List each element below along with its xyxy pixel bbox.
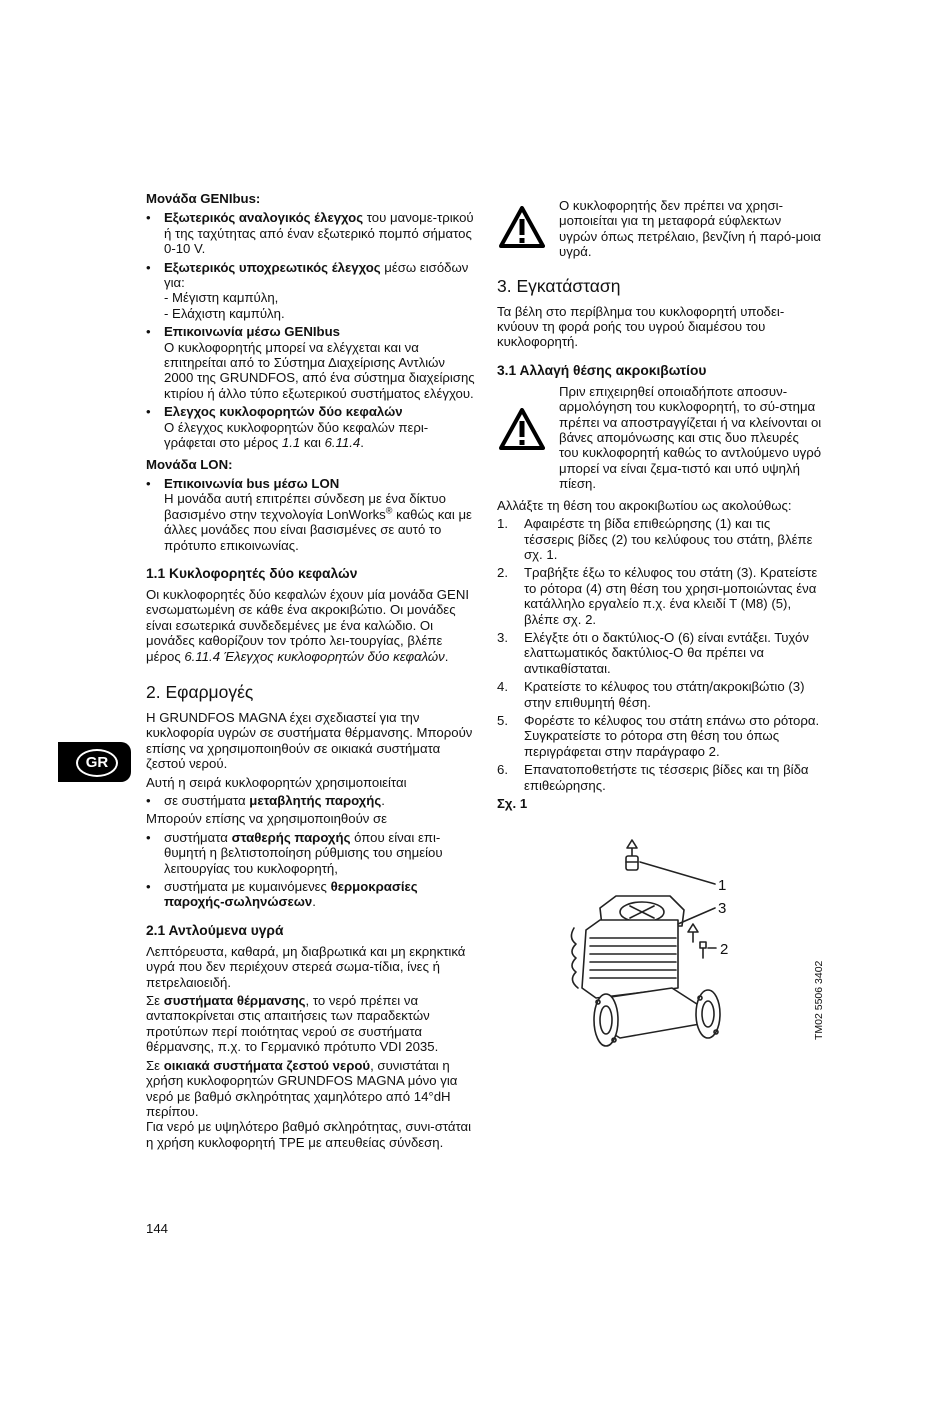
item-text: . [312,894,316,910]
item-text: συστήματα [164,829,232,845]
paragraph: Για νερό με υψηλότερο βαθμό σκληρότητας, συνι-στάται η χρήση κυκλοφορητή TPE με απευθείας σύνδεση. [146,1119,472,1150]
paragraph-text: Οι κυκλοφορητές δύο κεφαλών έχουν μία μονάδα GENI ενσωματωμένη σε κάθε ένα ακροκιβώτιο. Οι μονάδες είναι εσωτερικά συνδεδεμένες με ένα καλώδιο. Οι μονάδες καθορίζουν τον τρόπο λει-τουργίας, βλέπε μέρος [146,586,470,664]
lon-heading: Μονάδα LON: [146,456,233,472]
step-item [497,679,822,710]
step-number: 4. [497,679,508,695]
right-column [497,198,822,814]
section-1-1-title: 1.1 Κυκλοφορητές δύο κεφαλών [146,565,358,581]
item-title: Επικοινωνία μέσω GENIbus [164,324,340,340]
list-item [146,324,476,401]
registered-mark: ® [385,505,393,516]
item-text: καθώς και με άλλες μονάδες που είναι βασισμένες σε αυτό το πρότυπο επικοινωνίας. [164,506,472,553]
item-text: . [360,435,364,451]
step-item [497,762,822,793]
section-ref: 6.11.4 Έλεγχος κυκλοφορητών δύο κεφαλών [184,648,445,664]
paragraph: Αλλάξτε τη θέση του ακροκιβωτίου ως ακολούθως: [497,497,792,513]
warning-text: Πριν επιχειρηθεί οποιαδήποτε αποσυν-αρμολόγηση του κυκλοφορητή, το σύ-στημα πρέπει να αποστραγγίζεται ή να κλείνονται οι βάνες απομόνωσης και στις δυο πλευρές του κυκλοφορητή καθώς το αντλούμενο υγρό μπορεί να είναι ζεμα-τιστό και υπό υψηλή πίεση. [559,383,822,492]
item-title: Επικοινωνία bus μέσω LON [164,475,340,491]
list-item [146,476,476,553]
section-3-1-title: 3.1 Αλλαγή θέσης ακροκιβωτίου [497,362,707,378]
steps-list [497,516,822,793]
item-text: σε συστήματα [164,793,250,808]
step-item [497,516,822,562]
figure-label: Σχ. 1 [497,796,528,811]
paragraph-text: Σε [146,993,164,1009]
paragraph [146,993,476,1055]
section-ref: 1.1 [281,435,301,451]
warning-icon [499,408,545,450]
warning-block [497,384,822,492]
list-item [146,879,476,910]
list-item [146,830,476,876]
warning-text: Ο κυκλοφορητής δεν πρέπει να χρησι-μοποιείται για τη μεταφορά εύφλεκτων υγρών όπως πετρέλαιο, βενζίνη ή παρό-μοια υγρά. [559,198,822,260]
step-number: 5. [497,712,508,728]
lon-list [146,476,476,553]
item-text: Ο κυκλοφορητής μπορεί να ελέγχεται και να επιτηρείται από το Σύστημα Διαχείρισης Αντλιών 2000 της GRUNDFOS, από ένα σύστημα διαχείρισης κτιρίου ή άλλο τύπο εξωτερικού συστήματος ελέγχου. [164,339,475,401]
callout-1: 1 [718,877,727,894]
item-text: και [300,435,325,451]
pump-figure [560,838,760,1058]
item-emphasis: θερμοκρασίες παροχής-σωληνώσεων [164,879,418,910]
paragraph-text: , το νερό πρέπει να ανταποκρίνεται στις απαιτήσεις των παραδεκτών προτύπων περί ποιότητας νερού σε συστήματα θέρμανσης, π.χ. το Γερμανικό πρότυπο VDI 2035. [146,993,439,1055]
item-text: όπου είναι επι-θυμητή η βελτιστοποίηση ρύθμισης του σημείου λειτουργίας του κυκλοφορητή, [164,829,443,876]
item-text: Η μονάδα αυτή επιτρέπει σύνδεση με ένα δίκτυο βασισμένο στην τεχνολογία LonWorks [164,491,446,522]
list-item [146,210,476,256]
applications-list [146,793,476,808]
paragraph-text: . [444,648,449,664]
step-item [497,565,822,627]
step-number: 1. [497,516,508,532]
paragraph-emphasis: οικιακά συστήματα ζεστού νερού [163,1057,371,1073]
list-item [146,404,476,450]
item-subline: - Μέγιστη καμπύλη, [164,290,279,306]
item-title: Εξωτερικός υποχρεωτικός έλεγχος [164,259,381,275]
step-number: 3. [497,629,508,645]
figure-code: TM02 5506 3402 [813,960,825,1040]
section-ref: 6.11.4 [324,435,361,451]
left-column [146,191,476,1153]
warning-block [497,198,822,260]
item-text: . [381,793,385,808]
list-item [146,260,476,322]
paragraph: Αυτή η σειρά κυκλοφορητών χρησιμοποιείται [146,774,407,790]
page-number: 144 [146,1221,169,1236]
paragraph-text: Σε [146,1057,164,1073]
step-text: Τραβήξτε έξω το κέλυφος του στάτη (3). Κρατείστε το ρότορα (4) στη θέση του χρησι-μοποιώντας ένα κατάλληλο εργαλείο π.χ. ένα κλειδί Τ (M8) (5), βλέπε σχ. 2. [524,565,818,627]
callout-3: 3 [718,900,727,917]
paragraph [146,1058,476,1120]
paragraph: Μπορούν επίσης να χρησιμοποιηθούν σε [146,811,388,827]
item-title: Ελεγχος κυκλοφορητών δύο κεφαλών [164,404,403,420]
section-3-title: 3. Εγκατάσταση [497,275,621,296]
item-title: Εξωτερικός αναλογικός έλεγχος [164,210,364,226]
item-text: μέσω εισόδων για: [164,259,469,291]
genibus-heading: Μονάδα GENIbus: [146,191,261,206]
item-text: του μανομε-τρικού ή της ταχύτητας από έναν εξωτερικό πομπό σήματος 0-10 V. [164,210,474,257]
paragraph: Η GRUNDFOS MAGNA έχει σχεδιαστεί για την κυκλοφορία υγρών σε συστήματα θέρμανσης. Μπορούν επίσης να χρησιμοποιηθούν σε οικιακά συστήματα ζεστού νερού. [146,709,473,772]
item-subline: - Ελάχιστη καμπύλη. [164,305,285,321]
step-text: Φορέστε το κέλυφος του στάτη επάνω στο ρότορα. Συγκρατείστε το ρότορα στη θέση του όπως περιγράφεται στην παράγραφο 2. [524,712,820,759]
step-text: Κρατείστε το κέλυφος του στάτη/ακροκιβώτιο (3) στην επιθυμητή θέση. [524,679,805,710]
step-number: 2. [497,565,508,581]
paragraph: Τα βέλη στο περίβλημα του κυκλοφορητή υποδει-κνύουν τη φορά ροής του υγρού διαμέσου του κυκλοφορητή. [497,303,785,350]
step-item [497,630,822,676]
paragraph-emphasis: συστήματα θέρμανσης [163,993,306,1009]
section-1-1-text [146,587,476,664]
section-2-1-title: 2.1 Αντλούμενα υγρά [146,922,284,938]
applications-list-2 [146,830,476,910]
item-text: Ο έλεγχος κυκλοφορητών δύο κεφαλών περι-γράφεται στο μέρος [164,419,429,451]
step-text: Επανατοποθετήστε τις τέσσερις βίδες και τη βίδα επιθεώρησης. [524,762,809,793]
step-text: Ελέγξτε ότι ο δακτύλιος-O (6) είναι εντάξει. Τυχόν ελαττωματικός δακτύλιος-O θα πρέπει να αντικαθίσταται. [524,629,809,676]
item-text: συστήματα με κυμαινόμενες [164,879,331,895]
step-item [497,713,822,759]
section-2-title: 2. Εφαρμογές [146,681,254,702]
genibus-list [146,210,476,450]
item-emphasis: σταθερής παροχής [231,829,351,845]
step-text: Αφαιρέστε τη βίδα επιθεώρησης (1) και τις τέσσερις βίδες (2) του κελύφους του στάτη, βλέπε σχ. 1. [524,516,813,562]
language-badge [58,742,131,782]
callout-2: 2 [720,941,729,958]
paragraph-text: , συνιστάται η χρήση κυκλοφορητών GRUNDFOS MAGNA μόνο για νερό με βαθμό σκληρότητας χαμηλότερο από 14°dH περίπου. [146,1057,458,1119]
language-code: GR [76,749,118,777]
warning-icon [499,206,545,248]
step-number: 6. [497,762,508,778]
item-emphasis: μεταβλητής παροχής [249,793,382,808]
paragraph: Λεπτόρευστα, καθαρά, μη διαβρωτικά και μη εκρηκτικά υγρά που δεν περιέχουν στερεά σωμα-τίδια, ίνες ή πετρελαιοειδή. [146,943,466,990]
list-item [146,793,476,808]
